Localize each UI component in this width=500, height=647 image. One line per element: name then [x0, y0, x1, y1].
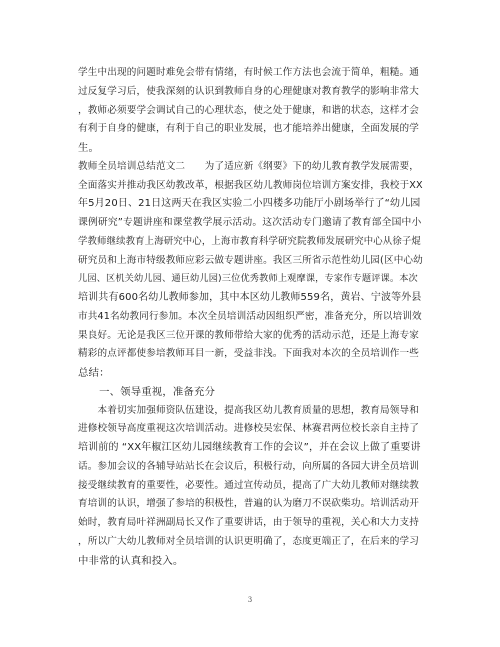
text-line: 市共41名幼教同行参加。本次全员培训活动因组织严密，准备充分，所以培训效	[78, 310, 422, 322]
text-line: 始时，教育局叶祥洲副局长又作了重要讲话，由于领导的重视，关心和大力支持	[78, 517, 420, 528]
text-line: 培训共有600名幼儿教师参加，其中本区幼儿教师559名，黄岩、宁波等外县	[78, 292, 422, 303]
page-number: 3	[247, 596, 253, 604]
text-line: 果良好。无论是我区三位开课的教师带给大家的优秀的活动示范，还是上海专家	[78, 329, 420, 341]
text-line: 育培训的认识，增强了参培的积极性，普遍的认为磨刀不误砍柴功。培训活动开	[78, 498, 420, 510]
text-line: 年5月20日、21日这两天在我区实验二小四楼多功能厅小剧场举行了“幼儿园	[78, 198, 421, 210]
text-line: ，所以广大幼儿教师对全员培训的认识更明确了，态度更端正了，在后来的学习	[78, 535, 420, 547]
text-line: 儿园、区机关幼儿园、通巨幼儿园)三位优秀教师上观摩课，专家作专题评课。本次	[78, 273, 418, 285]
text-line: 接受继续教育的重要性，必要性。通过宣传动员，提高了广大幼儿教师对继续教	[78, 479, 420, 491]
text-line: 课例研究”专题讲座和课堂教学展示活动。这次活动专门邀请了教育部全国中小	[78, 217, 422, 228]
text-line: 学教师继续教育上海研究中心，上海市教育科学研究院教师发展研究中心从徐子焜	[78, 235, 421, 247]
text-line: 有利于自身的健康，有利于自己的职业发展，也才能培养出健康，全面发展的学	[78, 123, 420, 135]
text-line: ，教师必须要学会调试自己的心理状态，使之处于健康，和谐的状态，这样才会	[78, 104, 420, 116]
text-line: 进修校领导高度重视这次培训活动。进修校吴宏保、林赛君两位校长亲自主持了	[78, 423, 420, 435]
section-heading-line: 教师全员培训总结范文二 为了适应新《纲要》下的幼儿教育教学发展需要，	[78, 160, 420, 172]
text-line: 研究员和上海市特级教师应彩云做专题讲座。我区三所省示范性幼儿园(区中心幼	[78, 254, 423, 266]
text-line: 过反复学习后，使我深刻的认识到教师自身的心理健康对教育教学的影响非常大	[78, 85, 420, 97]
text-line: 培训前的 “XX年椒江区幼儿园继续教育工作的会议”，并在会议上做了重要讲	[78, 442, 421, 453]
text-line: 学生中出现的问题时难免会带有情绪，有时候工作方法也会流于简单，粗糙。通	[78, 67, 420, 78]
text-line: 生。	[78, 142, 100, 154]
text-line: 话。参加会议的各辅导站站长在会议后，积极行动，向所属的各园大讲全员培训	[78, 460, 420, 472]
subheading-line: 一、领导重视，准备充分	[78, 385, 216, 398]
text-line: 本着切实加强师资队伍建设，提高我区幼儿教育质量的思想，教育局领导和	[78, 404, 420, 416]
text-line: 总结：	[78, 367, 110, 379]
text-line: 精彩的点评都使参培教师耳目一新，受益非浅。下面我对本次的全员培训作一些	[78, 348, 420, 360]
text-line: 中非常的认真和投入。	[78, 554, 184, 567]
document-body	[78, 64, 423, 570]
text-line: 全面落实并推动我区幼教改革，根据我区幼儿教师岗位培训方案安排，我校于XX	[78, 179, 423, 191]
